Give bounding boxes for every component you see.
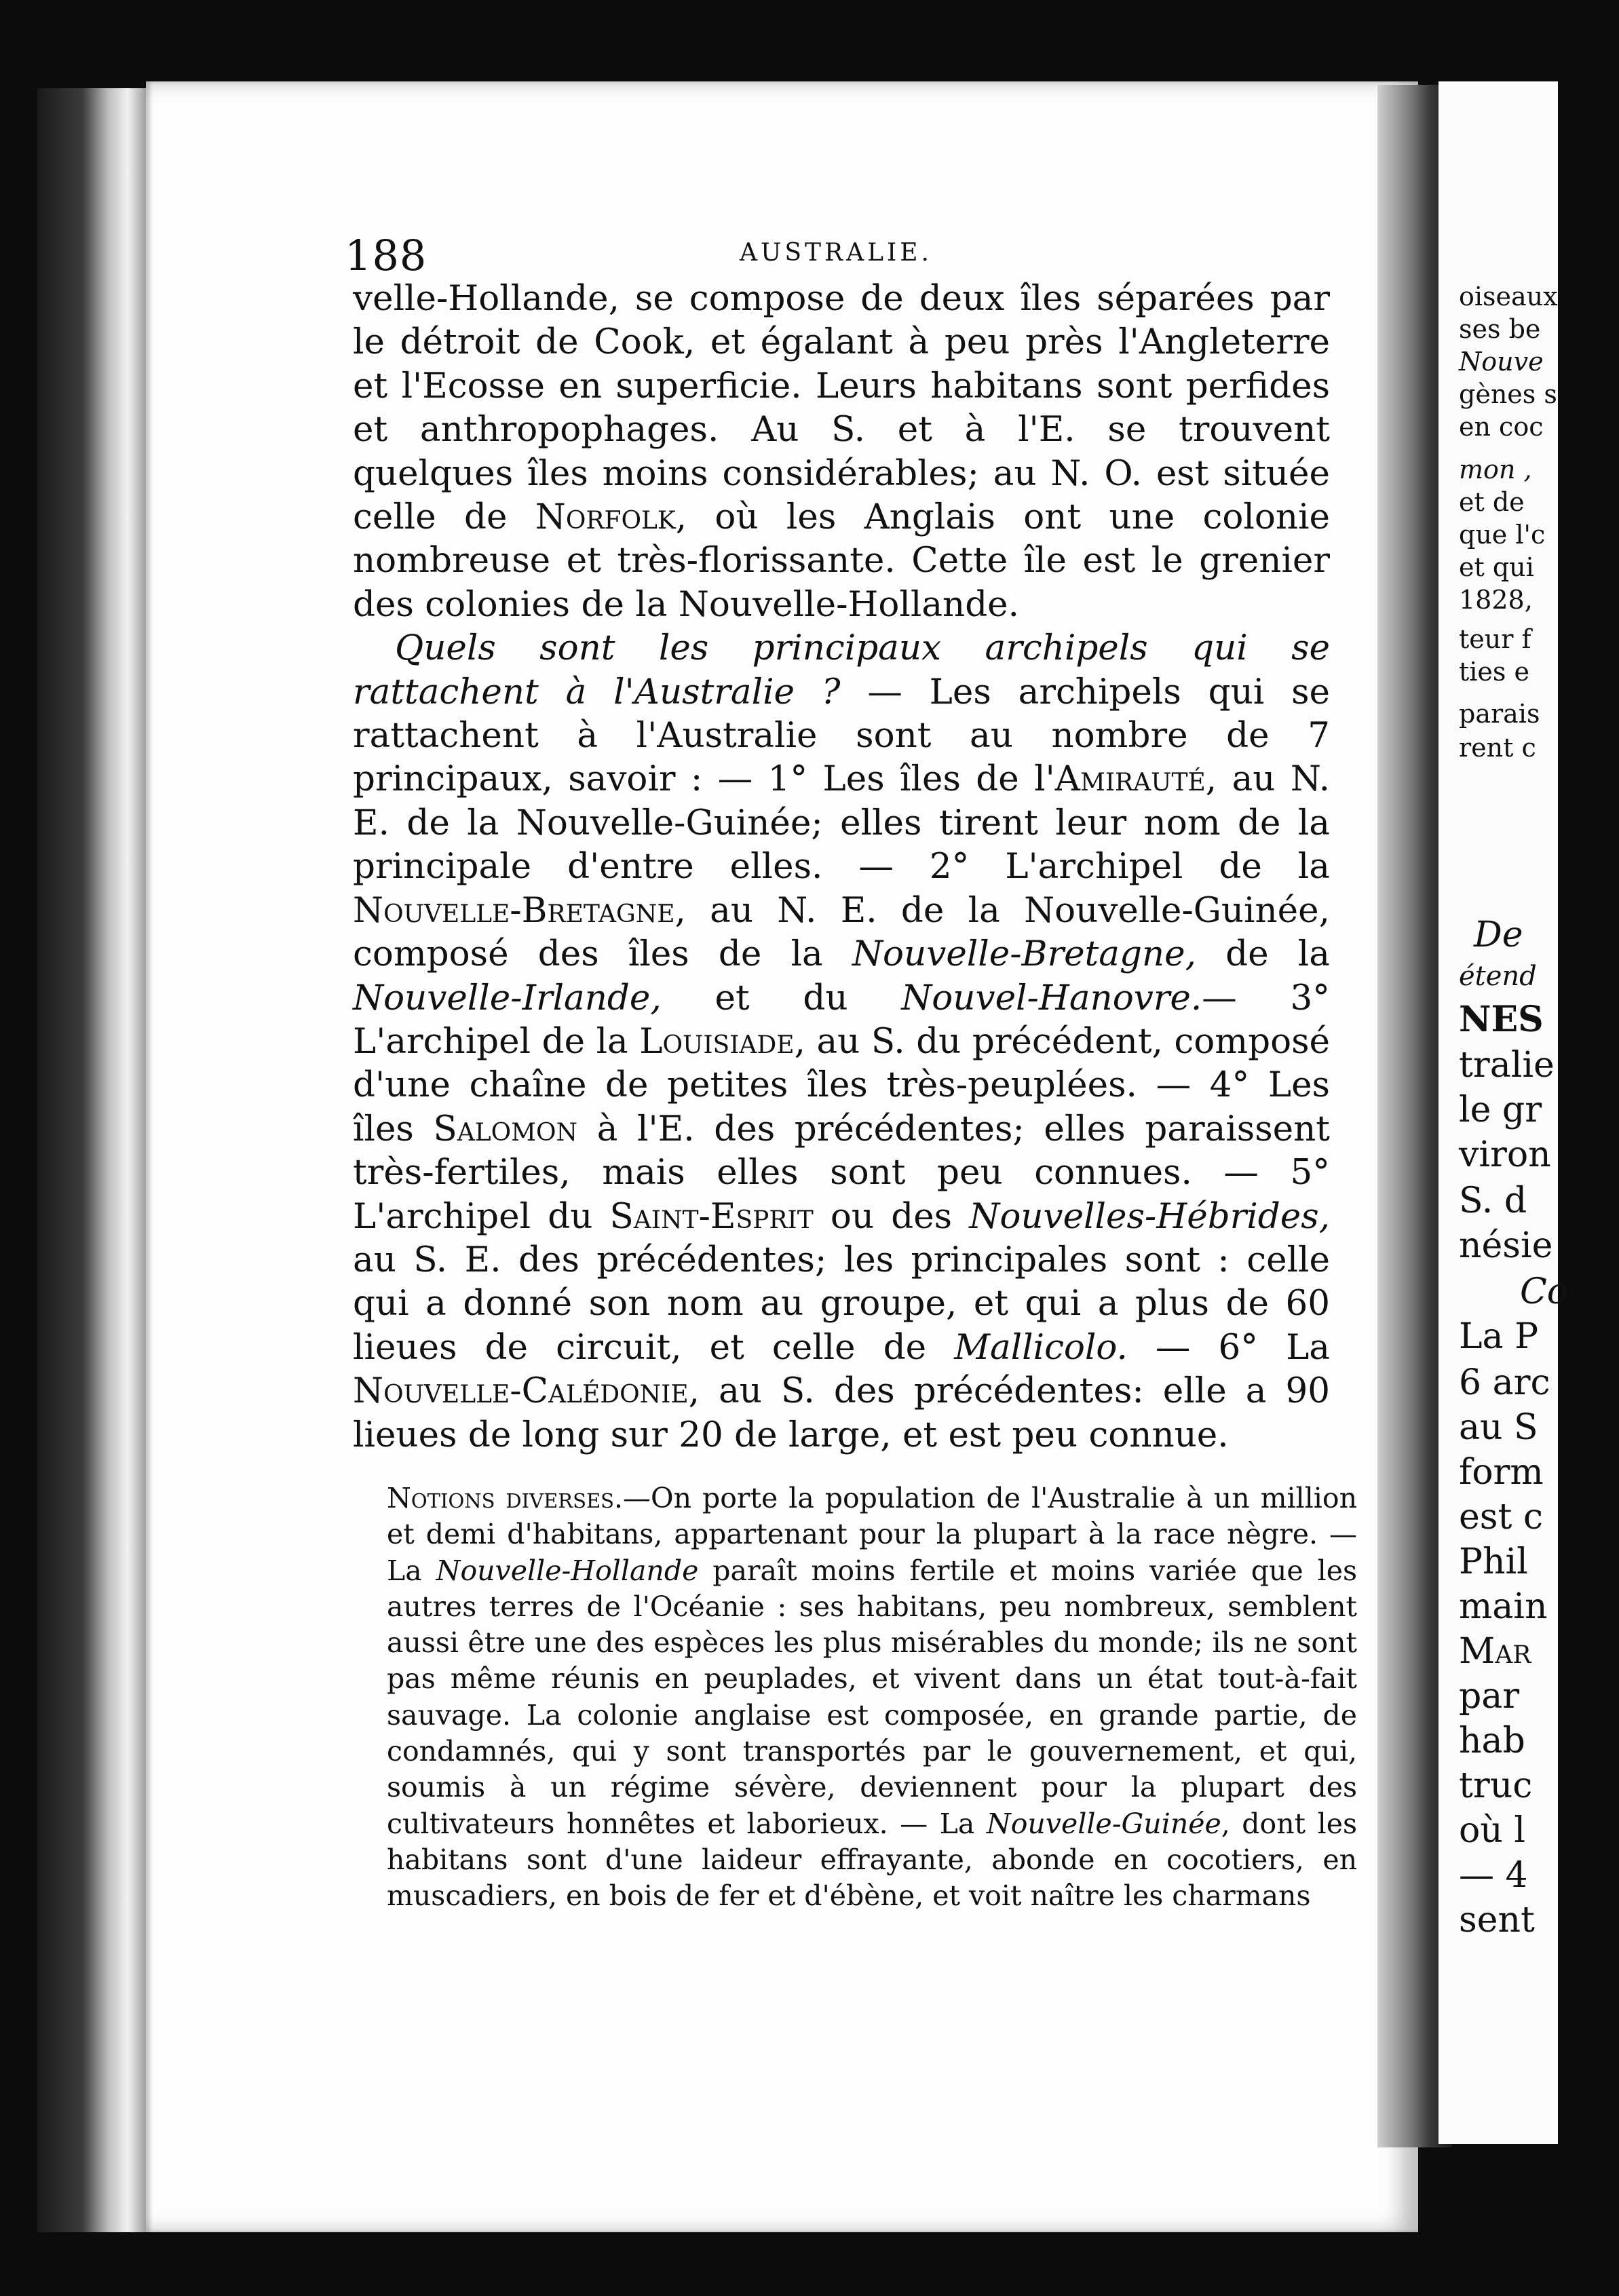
text-run: — 3° L'archipel de la: [353, 977, 1331, 1062]
paragraph-norfolk: [353, 277, 1330, 626]
right-page-line: teur f: [1459, 624, 1531, 654]
notes-title: Notions diverses.: [387, 1482, 624, 1514]
right-page-line: le gr: [1459, 1090, 1542, 1130]
right-page-line: Nouve: [1459, 347, 1544, 377]
place-saint-esprit: Saint-Esprit: [609, 1195, 814, 1237]
right-page-line: truc: [1459, 1765, 1533, 1806]
running-head: AUSTRALIE.: [740, 239, 932, 267]
right-page-line: nésie: [1459, 1225, 1553, 1266]
right-page-line: mon ,: [1459, 455, 1532, 484]
right-page-line: — 4: [1459, 1855, 1528, 1896]
right-page-line: et qui: [1459, 552, 1534, 582]
right-page-line: au S: [1459, 1407, 1538, 1448]
right-page-line: gènes s: [1459, 379, 1557, 409]
right-page-line: ses be: [1459, 314, 1541, 344]
right-page-line: viron: [1459, 1134, 1551, 1175]
question-heading: Quels sont les principaux archipels qui se rattachent à l'Australie ?: [353, 628, 1330, 712]
place-amiraute: Amirauté: [1054, 759, 1206, 800]
right-page-line: est c: [1459, 1497, 1544, 1537]
right-page-line: La P: [1459, 1316, 1539, 1357]
place-nouvelle-bretagne: Nouvelle-Bretagne: [353, 889, 675, 931]
right-page-line: 1828,: [1459, 585, 1533, 615]
text-run: , où les Anglais ont une colonie nombreuse et très-florissante. Cette île est le grenier des colonies de la Nouvelle-Hollande.: [353, 497, 1330, 625]
place-italic: Nouvelles-Hébrides,: [969, 1195, 1330, 1237]
right-page-line: rent c: [1459, 733, 1536, 763]
place-italic: Nouvel-Hanovre.: [901, 977, 1202, 1018]
right-page-line: De: [1474, 915, 1523, 955]
right-page-line: sent: [1459, 1900, 1535, 1940]
text-run: —On porte la population de l'Australie à un million et demi d'habitans, appartenant pour la plupart à la race nègre. — La: [387, 1482, 1357, 1587]
text-run: velle-Hollande, se compose de deux îles séparées par le détroit de Cook, et égalant à peu près l'Angleterre et l'Ecosse en superficie. Leurs habitans sont perfides et anthropophages. Au S. et à l'E. se trouvent quelques îles moins considérables; au N. O. est située celle de: [353, 278, 1330, 538]
text-run: de la: [1196, 934, 1330, 975]
text-run: ou des: [813, 1195, 970, 1237]
notes-diverses: [387, 1480, 1357, 1915]
right-page-line: tralie: [1459, 1045, 1555, 1086]
place-italic: Nouvelle-Irlande,: [353, 977, 662, 1018]
right-page-line: form: [1459, 1452, 1544, 1493]
right-page-line: main: [1459, 1586, 1548, 1627]
text-run: à l'E. des précédentes; elles paraissent très-fertiles, mais elles sont peu connues. — 5° L'archipel du: [353, 1108, 1330, 1237]
place-nouvelle-caledonie: Nouvelle-Calédonie: [353, 1371, 689, 1412]
place-norfolk: Norfolk: [535, 497, 676, 538]
main-text: [353, 277, 1330, 1457]
right-page-line: en coc: [1459, 412, 1544, 442]
text-run: — 6° La: [1127, 1326, 1330, 1368]
text-run: et du: [661, 977, 902, 1018]
right-page-line: hab: [1459, 1721, 1525, 1761]
text-run: , au N. E. de la Nouvelle-Guinée; elles tirent leur nom de la principale d'entre elles. — 2° L'archipel de la: [353, 759, 1330, 887]
right-page-line: NES: [1459, 999, 1544, 1040]
right-page-line: ties e: [1459, 657, 1529, 687]
text-run: , au N. E. de la Nouvelle-Guinée, composé des îles de la: [353, 889, 1330, 975]
text-run: , au S. du précédent, composé d'une chaîne de petites îles très-peuplées. — 4° Les îles: [353, 1020, 1330, 1149]
text-run: , au S. des précédentes: elle a 90 lieues de long sur 20 de large, et est peu connue.: [353, 1371, 1330, 1455]
place-italic: Nouvelle-Hollande: [436, 1554, 699, 1587]
notes-paragraph: [387, 1480, 1357, 1915]
right-page-line: 6 arc: [1459, 1362, 1550, 1403]
page-number: 188: [345, 231, 427, 280]
place-italic: Nouvelle-Guinée: [986, 1807, 1221, 1840]
text-run: au S. E. des précédentes; les principales sont : celle qui a donné son nom au groupe, et qui a plus de 60 lieues de circuit, et celle de: [353, 1239, 1330, 1368]
right-page-line: que l'c: [1459, 520, 1546, 550]
right-page-line: oiseaux: [1459, 282, 1558, 311]
right-page-line: Co: [1520, 1271, 1569, 1312]
right-page-line: parais: [1459, 699, 1540, 729]
right-page-line: où l: [1459, 1810, 1525, 1851]
right-page-line: Phil: [1459, 1542, 1528, 1582]
text-run: — Les archipels qui se rattachent à l'Australie sont au nombre de 7 principaux, savoir : — 1° Les îles de l': [353, 671, 1330, 800]
right-page-line: étend: [1459, 961, 1537, 992]
place-louisiade: Louisiade: [639, 1020, 795, 1062]
paragraph-archipels: [353, 626, 1330, 1457]
place-salomon: Salomon: [433, 1108, 578, 1149]
place-italic: Mallicolo.: [954, 1326, 1128, 1368]
text-run: , dont les habitans sont d'une laideur effrayante, abonde en cocotiers, en muscadiers, en bois de fer et d'ébène, et voit naître les charmans: [387, 1807, 1357, 1913]
right-page-line: par: [1459, 1676, 1520, 1717]
text-run: paraît moins fertile et moins variée que les autres terres de l'Océanie : ses habitans, peu nombreux, semblent aussi être une des espèces les plus misérables du monde; ils ne sont pas même réunis en peuplades, et vivent dans un état tout-à-fait sauvage. La colonie anglaise est composée, en grande partie, de condamnés, qui y sont transportés par le gouvernement, et qui, soumis à un régime sévère, deviennent pour la plupart des cultivateurs honnêtes et laborieux. — La: [387, 1554, 1358, 1840]
right-page-line: S. d: [1459, 1181, 1527, 1221]
right-page-line: et de: [1459, 487, 1525, 517]
place-italic: Nouvelle-Bretagne,: [852, 934, 1196, 975]
right-page-line: Mar: [1459, 1631, 1531, 1672]
